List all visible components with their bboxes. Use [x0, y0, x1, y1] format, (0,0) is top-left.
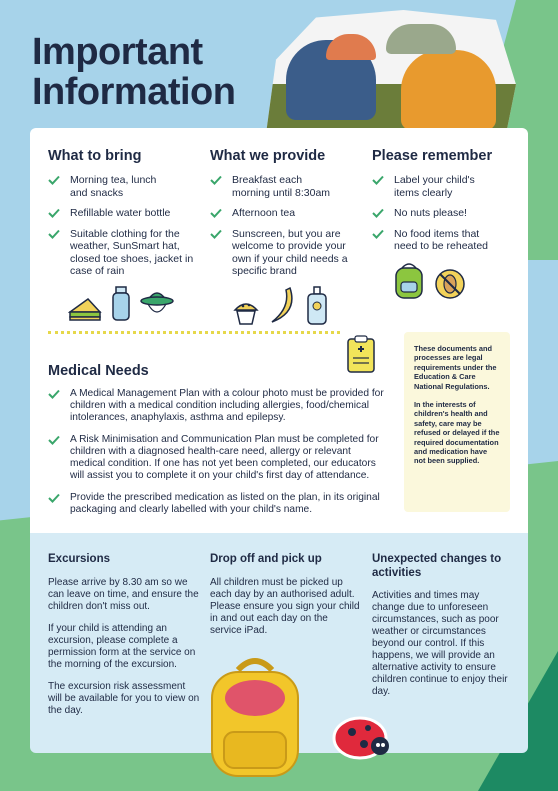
list-item: Label your child's items clearly: [372, 174, 484, 199]
excursions-paragraph: If your child is attending an excursion, please complete a permission form at the service on the morning of the excursion.: [48, 622, 196, 670]
excursions-section: [48, 553, 200, 727]
check-icon: [48, 175, 60, 185]
list-item: Refillable water bottle: [48, 207, 208, 220]
please-remember-section: [372, 148, 512, 261]
unexpected-changes-section: [372, 553, 512, 708]
page-title: [32, 32, 235, 112]
sandwich-icon: [68, 296, 102, 322]
list-item: Sunscreen, but you are welcome to provide your own if your child needs a specific brand: [210, 228, 360, 278]
please-remember-heading: Please remember: [372, 148, 493, 164]
note-paragraph: In the interests of children's health and safety, care may be refused or delayed if the required documentation and medication have not been supplied.: [414, 400, 500, 466]
list-item: No food items that need to be reheated: [372, 228, 498, 253]
unexpected-changes-paragraph: Activities and times may change due to unforeseen circumstances, such as poor weather or circumstances beyond our control. If this happens, we will provide an alternative activity to ensure children continue to enjoy their day.: [372, 590, 508, 697]
note-paragraph: These documents and processes are legal requirements under the Education & Care National Regulations.: [414, 344, 497, 391]
check-icon: [48, 435, 60, 445]
legal-requirements-note: [404, 332, 510, 512]
excursions-heading: Excursions: [48, 553, 110, 565]
list-item: Suitable clothing for the weather, SunSmart hat, closed toe shoes, jacket in case of rain: [48, 228, 198, 278]
what-to-bring-icons: [68, 286, 174, 322]
check-icon: [372, 208, 384, 218]
check-icon: [48, 208, 60, 218]
list-item: Provide the prescribed medication as listed on the plan, in its original packaging and clearly labelled with your child's name.: [48, 492, 388, 516]
sunscreen-icon: [306, 286, 328, 326]
check-icon: [48, 493, 60, 503]
please-remember-icons: [392, 260, 466, 300]
what-we-provide-section: [210, 148, 370, 286]
dotted-divider: [48, 331, 340, 334]
list-item: No nuts please!: [372, 207, 512, 220]
what-to-bring-section: [48, 148, 208, 286]
list-item: A Risk Minimisation and Communication Plan must be completed for children with a diagnosed health-care need, allergy or relevant medical condition. If one has not yet been completed, our educators will assist you to complete it on your child's first day of attendance.: [48, 434, 388, 482]
ladybug-image: [330, 712, 394, 764]
drop-off-paragraph: All children must be picked up each day by an authorised adult. Please ensure you sign your child in and out each day on the service iPad.: [210, 576, 360, 636]
muffin-icon: [232, 298, 260, 326]
list-item: Breakfast each morning until 8:30am: [210, 174, 338, 199]
no-nuts-icon: [434, 268, 466, 300]
check-icon: [210, 175, 222, 185]
sun-hat-icon: [140, 286, 174, 322]
title-line-2: Information: [32, 71, 236, 113]
what-we-provide-icons: [232, 286, 328, 326]
title-line-1: Important: [32, 31, 203, 73]
medical-clipboard-icon: [346, 334, 376, 374]
drop-off-heading: Drop off and pick up: [210, 553, 322, 565]
medical-needs-list: [48, 388, 388, 526]
check-icon: [372, 175, 384, 185]
list-item: Afternoon tea: [210, 207, 370, 220]
children-exploring-photo: [266, 10, 516, 134]
check-icon: [372, 229, 384, 239]
water-bottle-icon: [110, 286, 132, 322]
list-item: Morning tea, lunch and snacks: [48, 174, 166, 199]
medical-needs-heading: Medical Needs: [48, 363, 149, 379]
excursions-paragraph: The excursion risk assessment will be available for you to view on the day.: [48, 680, 200, 716]
what-we-provide-heading: What we provide: [210, 148, 326, 164]
yellow-backpack-image: [200, 650, 310, 780]
check-icon: [48, 389, 60, 399]
check-icon: [210, 229, 222, 239]
drop-off-section: [210, 553, 362, 647]
list-item: A Medical Management Plan with a colour photo must be provided for children with a medical condition including allergies, food/chemical intolerances, anaphylaxis, asthma and epilepsy.: [48, 388, 388, 424]
check-icon: [48, 229, 60, 239]
banana-icon: [268, 286, 298, 326]
check-icon: [210, 208, 222, 218]
unexpected-changes-heading: Unexpected changes to activities: [372, 553, 502, 579]
what-to-bring-heading: What to bring: [48, 148, 142, 164]
excursions-paragraph: Please arrive by 8.30 am so we can leave on time, and ensure the children don't miss out.: [48, 576, 199, 612]
backpack-icon: [392, 260, 426, 300]
